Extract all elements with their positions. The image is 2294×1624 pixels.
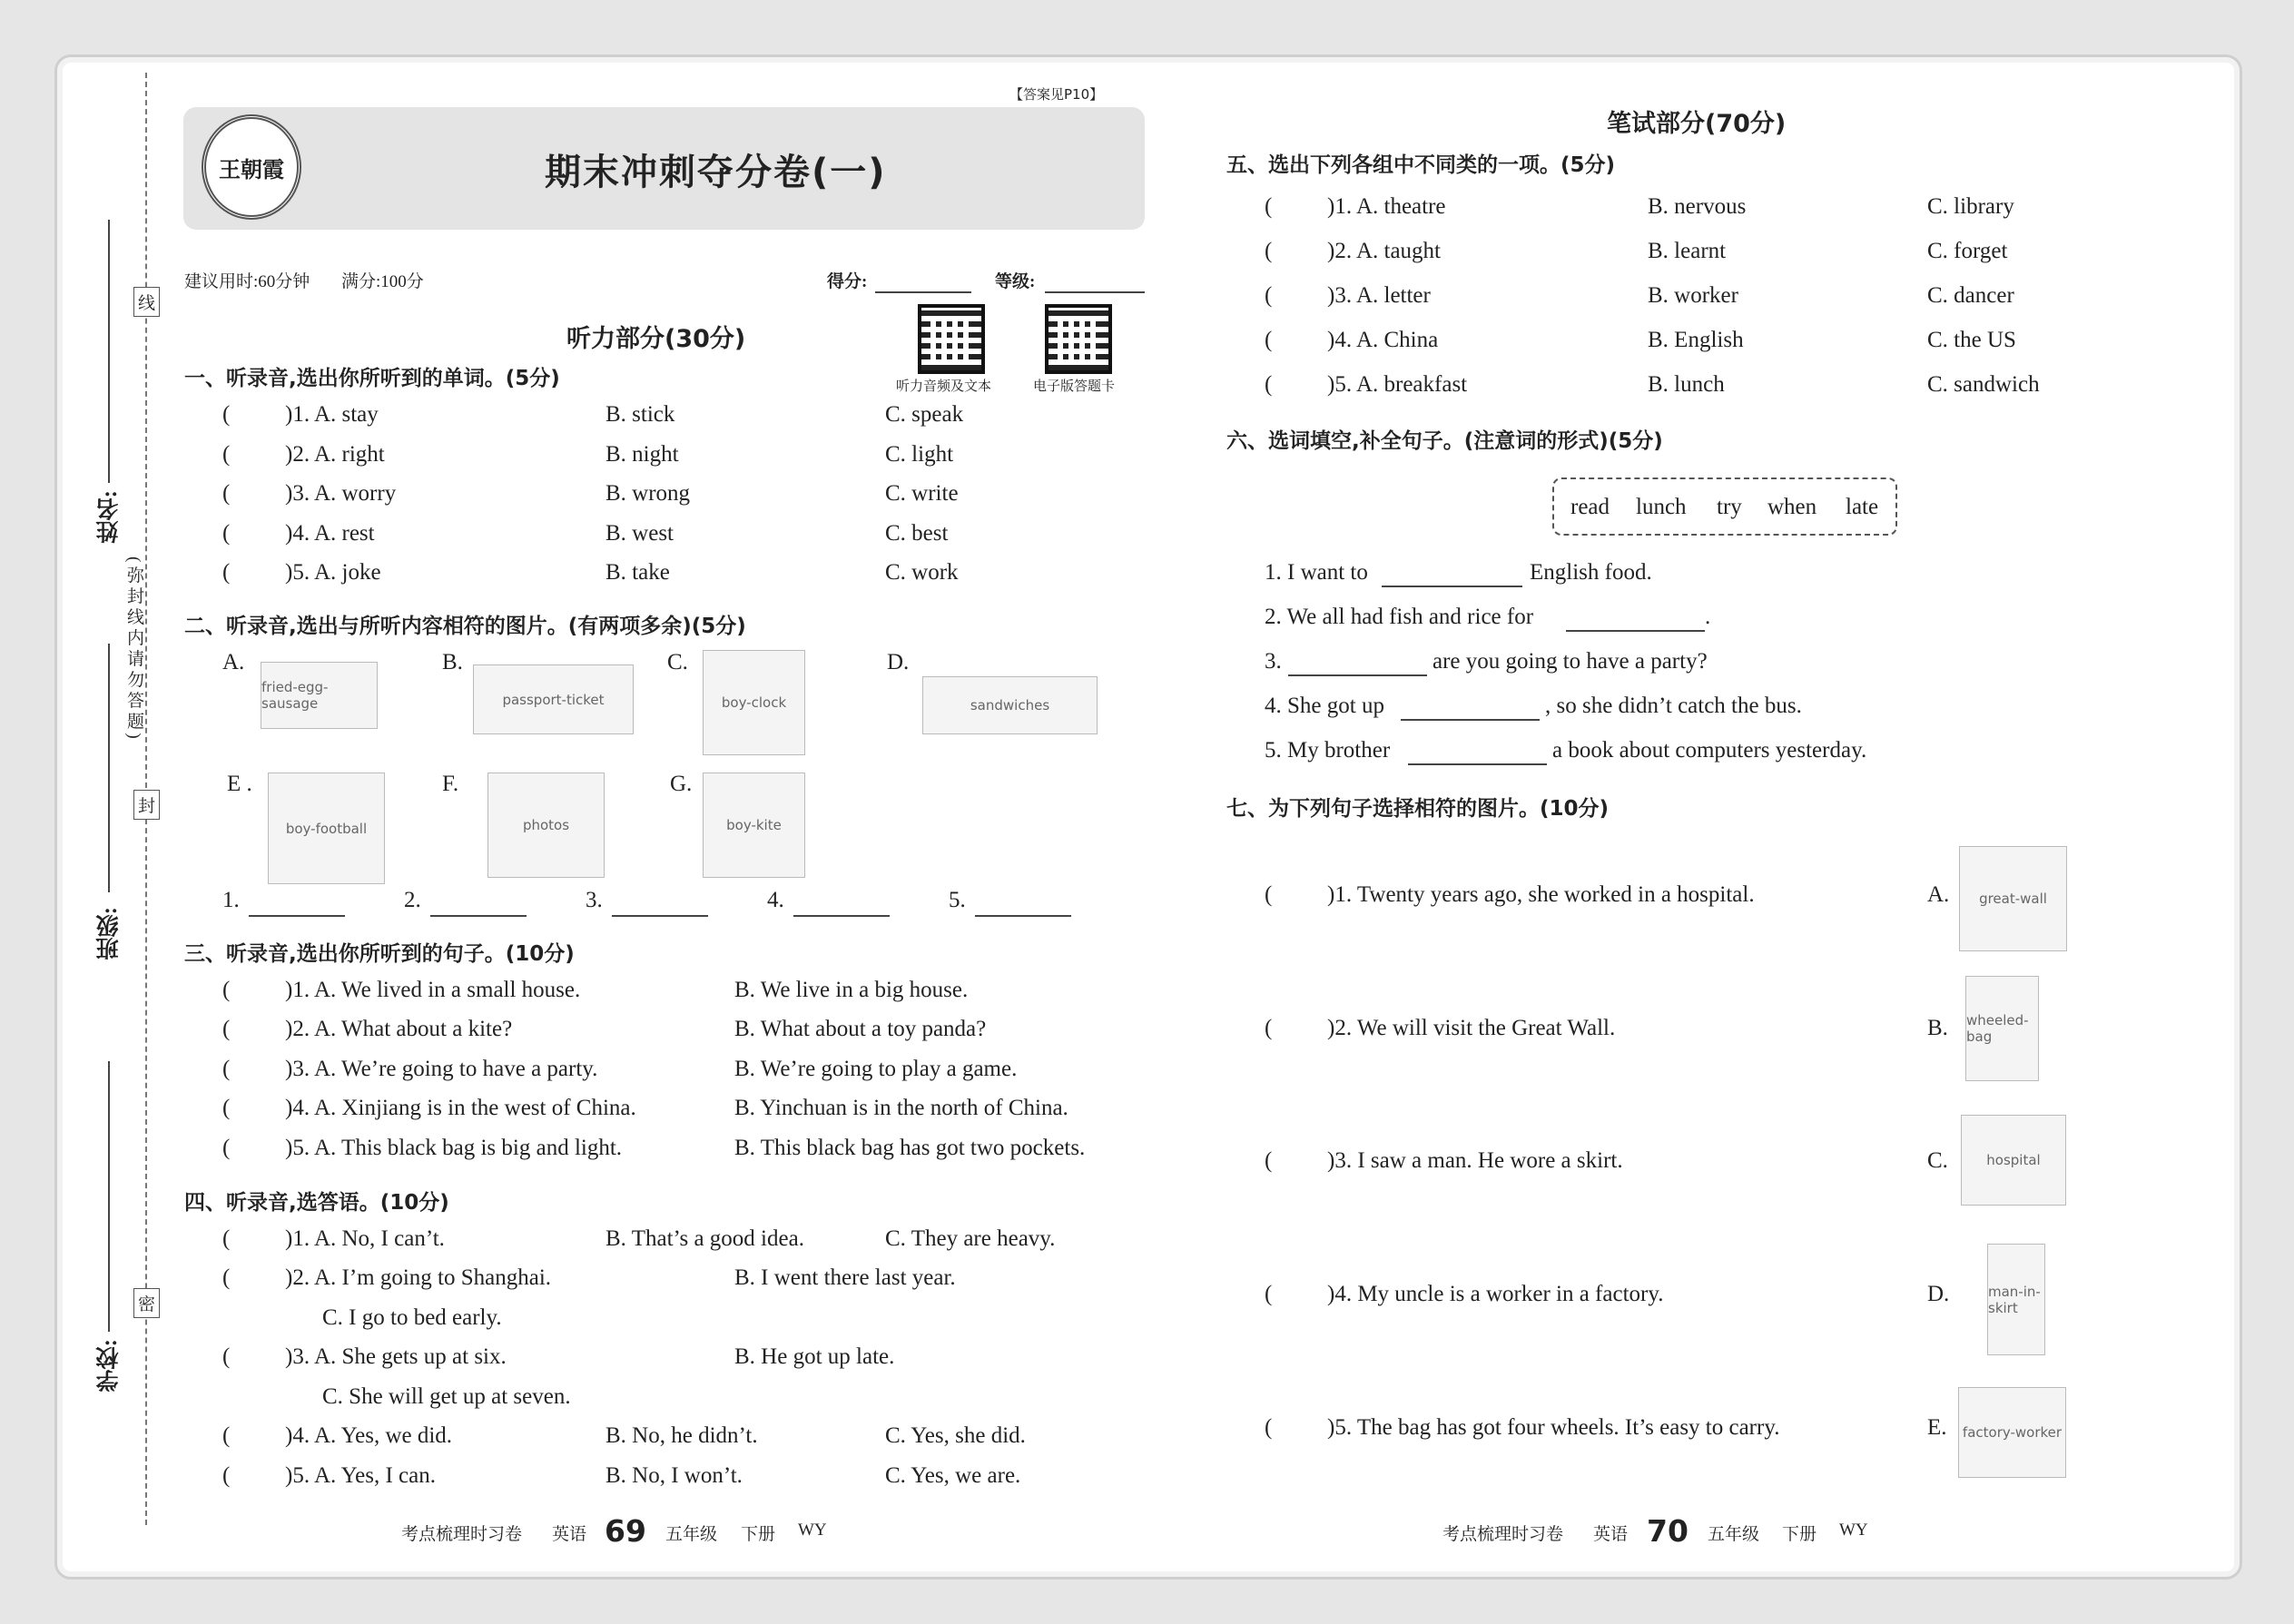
s4-1-option-a: )1. A. No, I can’t. xyxy=(285,1226,445,1251)
s4-5-option-b: B. No, I won’t. xyxy=(605,1463,743,1488)
s7-sentence: )2. We will visit the Great Wall. xyxy=(1327,1016,1616,1040)
s5-answer-paren[interactable]: ( xyxy=(1265,328,1273,352)
footer-right-subject: 英语 xyxy=(1593,1525,1629,1544)
s1-option-b: B. stick xyxy=(605,402,675,427)
s5-option-b: B. worker xyxy=(1648,283,1738,308)
s5-option-b: B. learnt xyxy=(1648,239,1727,263)
s6-sentence-end: a book about computers yesterday. xyxy=(1552,738,1867,763)
s6-answer-blank[interactable] xyxy=(1382,566,1522,587)
s7-pic-label: A. xyxy=(1927,882,1950,907)
listening-section-title: 听力部分(30分) xyxy=(566,325,746,353)
s1-answer-paren[interactable]: ( xyxy=(222,481,231,506)
s2-picture: passport-ticket xyxy=(473,664,634,734)
s7-sentence: )3. I saw a man. He wore a skirt. xyxy=(1327,1148,1623,1173)
s6-answer-blank[interactable] xyxy=(1566,611,1705,632)
s3-option-a: )2. A. What about a kite? xyxy=(285,1017,513,1041)
s1-answer-paren[interactable]: ( xyxy=(222,560,231,585)
s5-option-c: C. the US xyxy=(1927,328,2016,352)
s2-picture: boy-clock xyxy=(703,650,805,755)
footer-left-volume: 下册 xyxy=(741,1525,776,1544)
s7-answer-paren[interactable]: ( xyxy=(1265,1415,1273,1440)
s2-answer-blank[interactable] xyxy=(430,896,527,917)
s4-3-option-a: )3. A. She gets up at six. xyxy=(285,1344,507,1369)
s2-answer-blank[interactable] xyxy=(249,896,345,917)
footer-left-grade: 五年级 xyxy=(665,1525,718,1544)
s2-pic-label: C. xyxy=(667,650,688,674)
s4-answer-paren[interactable]: ( xyxy=(222,1463,231,1488)
s3-option-a: )1. A. We lived in a small house. xyxy=(285,978,581,1002)
footer-right-grade: 五年级 xyxy=(1708,1525,1760,1544)
s7-answer-paren[interactable]: ( xyxy=(1265,1148,1273,1173)
word-bank-word: read xyxy=(1570,495,1610,519)
s7-title: 七、为下列句子选择相符的图片。(10分) xyxy=(1226,797,1610,821)
s3-option-b: B. What about a toy panda? xyxy=(734,1017,987,1041)
binding-seal-char: 封 xyxy=(133,790,160,820)
s1-option-c: C. light xyxy=(885,442,954,467)
s4-5-option-a: )5. A. Yes, I can. xyxy=(285,1463,436,1488)
s4-answer-paren[interactable]: ( xyxy=(222,1265,231,1290)
s7-sentence: )4. My uncle is a worker in a factory. xyxy=(1327,1282,1664,1306)
s1-option-b: B. take xyxy=(605,560,670,585)
s6-title: 六、选词填空,补全句子。(注意词的形式)(5分) xyxy=(1226,429,1663,453)
s2-pic-label: D. xyxy=(887,650,910,674)
s2-pic-label: B. xyxy=(442,650,463,674)
binding-line-char: 线 xyxy=(133,287,160,317)
s6-answer-blank[interactable] xyxy=(1408,744,1547,765)
s4-2-option-b: B. I went there last year. xyxy=(734,1265,956,1290)
s5-option-b: B. lunch xyxy=(1648,372,1725,397)
s1-option-c: C. best xyxy=(885,521,949,546)
s5-answer-paren[interactable]: ( xyxy=(1265,194,1273,219)
s5-option-b: B. nervous xyxy=(1648,194,1747,219)
s5-option-c: C. dancer xyxy=(1927,283,2014,308)
qr-answer-card[interactable] xyxy=(1045,304,1112,374)
s3-answer-paren[interactable]: ( xyxy=(222,1057,231,1081)
s4-2-option-a: )2. A. I’m going to Shanghai. xyxy=(285,1265,552,1290)
s3-answer-paren[interactable]: ( xyxy=(222,978,231,1002)
word-bank-word: late xyxy=(1846,495,1879,519)
s4-5-option-c: C. Yes, we are. xyxy=(885,1463,1021,1488)
s2-answer-blank[interactable] xyxy=(975,896,1071,917)
s6-sentence-end: are you going to have a party? xyxy=(1433,649,1708,674)
qr-card-caption: 电子版答题卡 xyxy=(1033,379,1116,394)
school-field[interactable] xyxy=(108,1061,110,1332)
binding-secret-char: 密 xyxy=(133,1288,160,1318)
s4-1-option-b: B. That’s a good idea. xyxy=(605,1226,804,1251)
footer-right-page-number: 70 xyxy=(1647,1513,1689,1549)
s7-sentence: )5. The bag has got four wheels. It’s easy to carry. xyxy=(1327,1415,1780,1440)
s2-pic-label: E . xyxy=(227,772,252,796)
s5-option-b: B. English xyxy=(1648,328,1744,352)
word-bank-word: try xyxy=(1717,495,1742,519)
qr-audio[interactable] xyxy=(918,304,985,374)
s1-option-b: B. wrong xyxy=(605,481,691,506)
word-bank-word: lunch xyxy=(1636,495,1687,519)
s6-sentence-end: . xyxy=(1705,605,1711,629)
s2-picture: boy-football xyxy=(268,773,385,884)
s5-answer-paren[interactable]: ( xyxy=(1265,372,1273,397)
word-bank-word: when xyxy=(1767,495,1817,519)
s3-title: 三、听录音,选出你所听到的句子。(10分) xyxy=(184,942,575,966)
s3-option-a: )5. A. This black bag is big and light. xyxy=(285,1136,623,1160)
s2-pic-label: A. xyxy=(222,650,245,674)
s1-option-a: )1. A. stay xyxy=(285,402,379,427)
grade-field[interactable] xyxy=(1045,272,1145,293)
s4-4-option-a: )4. A. Yes, we did. xyxy=(285,1423,453,1448)
s1-option-a: )5. A. joke xyxy=(285,560,381,585)
s6-sentence-start: 4. She got up xyxy=(1265,694,1384,718)
s2-picture: fried-egg-sausage xyxy=(261,662,378,729)
s4-answer-paren[interactable]: ( xyxy=(222,1423,231,1448)
time-info: 建议用时:60分钟 xyxy=(184,272,310,291)
s1-option-a: )4. A. rest xyxy=(285,521,375,546)
s2-blank-number: 2. xyxy=(404,888,421,912)
footer-left-edition: WY xyxy=(798,1521,827,1540)
s4-answer-paren[interactable]: ( xyxy=(222,1226,231,1251)
s3-answer-paren[interactable]: ( xyxy=(222,1136,231,1160)
footer-left-page-number: 69 xyxy=(605,1513,646,1549)
s1-option-b: B. west xyxy=(605,521,674,546)
s7-picture: hospital xyxy=(1961,1115,2066,1206)
binding-note: (弥封线内请勿答题) xyxy=(124,556,143,743)
written-section-title: 笔试部分(70分) xyxy=(1607,110,1787,138)
s7-picture: man-in-skirt xyxy=(1987,1244,2045,1355)
s5-option-a: )3. A. letter xyxy=(1327,283,1431,308)
score-field[interactable] xyxy=(875,272,971,293)
binding-name-label: 姓名: xyxy=(97,490,122,544)
s5-answer-paren[interactable]: ( xyxy=(1265,239,1273,263)
s3-option-b: B. We’re going to play a game. xyxy=(734,1057,1018,1081)
s2-picture: sandwiches xyxy=(922,676,1098,734)
s3-answer-paren[interactable]: ( xyxy=(222,1017,231,1041)
footer-left-series: 考点梳理时习卷 xyxy=(401,1525,523,1544)
s6-answer-blank[interactable] xyxy=(1401,700,1540,721)
s2-blank-number: 1. xyxy=(222,888,240,912)
s6-sentence-end: , so she didn’t catch the bus. xyxy=(1545,694,1802,718)
s3-answer-paren[interactable]: ( xyxy=(222,1096,231,1120)
qr-audio-caption: 听力音频及文本 xyxy=(896,379,992,394)
s5-option-a: )2. A. taught xyxy=(1327,239,1441,263)
s2-pic-label: F. xyxy=(442,772,459,796)
logo-seal: 王朝霞 xyxy=(202,114,301,220)
s5-title: 五、选出下列各组中不同类的一项。(5分) xyxy=(1226,153,1616,177)
s7-pic-label: E. xyxy=(1927,1415,1947,1440)
s4-4-option-b: B. No, he didn’t. xyxy=(605,1423,758,1448)
s2-answer-blank[interactable] xyxy=(793,896,890,917)
page-title: 期末冲刺夺分卷(一) xyxy=(545,152,887,193)
name-field[interactable] xyxy=(108,220,110,483)
s3-option-a: )3. A. We’re going to have a party. xyxy=(285,1057,598,1081)
s2-picture: photos xyxy=(487,773,605,878)
s4-3-option-c: C. She will get up at seven. xyxy=(322,1384,571,1409)
s6-sentence-start: 1. I want to xyxy=(1265,560,1368,585)
s3-option-b: B. We live in a big house. xyxy=(734,978,969,1002)
footer-right-series: 考点梳理时习卷 xyxy=(1442,1525,1564,1544)
s6-sentence-start: 3. xyxy=(1265,649,1282,674)
s1-option-b: B. night xyxy=(605,442,679,467)
s4-2-option-c: C. I go to bed early. xyxy=(322,1305,502,1330)
s7-pic-label: D. xyxy=(1927,1282,1950,1306)
s3-option-a: )4. A. Xinjiang is in the west of China. xyxy=(285,1096,636,1120)
s7-picture: wheeled-bag xyxy=(1965,976,2039,1081)
binding-school-label: 学校: xyxy=(97,1339,122,1393)
s5-option-a: )5. A. breakfast xyxy=(1327,372,1468,397)
grade-label: 等级: xyxy=(995,272,1036,291)
s4-title: 四、听录音,选答语。(10分) xyxy=(184,1191,449,1215)
answer-reference: 【答案见P10】 xyxy=(1009,86,1104,103)
s4-answer-paren[interactable]: ( xyxy=(222,1344,231,1369)
s6-sentence-end: English food. xyxy=(1530,560,1652,585)
s5-option-c: C. sandwich xyxy=(1927,372,2040,397)
s7-answer-paren[interactable]: ( xyxy=(1265,882,1273,907)
s4-3-option-b: B. He got up late. xyxy=(734,1344,895,1369)
footer-right-volume: 下册 xyxy=(1782,1525,1817,1544)
s6-sentence-start: 2. We all had fish and rice for xyxy=(1265,605,1534,629)
s4-4-option-c: C. Yes, she did. xyxy=(885,1423,1026,1448)
binding-class-label: 班级: xyxy=(97,907,122,960)
s1-option-c: C. work xyxy=(885,560,959,585)
s1-answer-paren[interactable]: ( xyxy=(222,442,231,467)
class-field[interactable] xyxy=(108,644,110,892)
s7-sentence: )1. Twenty years ago, she worked in a hospital. xyxy=(1327,882,1755,907)
s1-option-c: C. speak xyxy=(885,402,964,427)
s2-answer-blank[interactable] xyxy=(612,896,708,917)
s1-option-c: C. write xyxy=(885,481,959,506)
s1-title: 一、听录音,选出你所听到的单词。(5分) xyxy=(184,367,560,390)
s3-option-b: B. Yinchuan is in the north of China. xyxy=(734,1096,1068,1120)
footer-left-subject: 英语 xyxy=(552,1525,587,1544)
s7-picture: great-wall xyxy=(1959,846,2067,951)
s5-option-c: C. forget xyxy=(1927,239,2008,263)
s5-option-a: )1. A. theatre xyxy=(1327,194,1446,219)
full-score-info: 满分:100分 xyxy=(341,272,424,291)
s1-answer-paren[interactable]: ( xyxy=(222,521,231,546)
s6-sentence-start: 5. My brother xyxy=(1265,738,1391,763)
s7-answer-paren[interactable]: ( xyxy=(1265,1016,1273,1040)
s1-answer-paren[interactable]: ( xyxy=(222,402,231,427)
s5-option-c: C. library xyxy=(1927,194,2014,219)
s6-answer-blank[interactable] xyxy=(1288,655,1427,676)
s7-answer-paren[interactable]: ( xyxy=(1265,1282,1273,1306)
s5-answer-paren[interactable]: ( xyxy=(1265,283,1273,308)
s7-picture: factory-worker xyxy=(1958,1387,2066,1478)
s2-blank-number: 3. xyxy=(586,888,603,912)
score-label: 得分: xyxy=(827,272,868,291)
s4-1-option-c: C. They are heavy. xyxy=(885,1226,1056,1251)
s2-blank-number: 4. xyxy=(767,888,784,912)
s1-option-a: )3. A. worry xyxy=(285,481,397,506)
s2-pic-label: G. xyxy=(670,772,693,796)
s2-picture: boy-kite xyxy=(703,773,805,878)
s7-pic-label: C. xyxy=(1927,1148,1948,1173)
s2-title: 二、听录音,选出与所听内容相符的图片。(有两项多余)(5分) xyxy=(184,615,746,638)
s3-option-b: B. This black bag has got two pockets. xyxy=(734,1136,1086,1160)
s5-option-a: )4. A. China xyxy=(1327,328,1439,352)
footer-right-edition: WY xyxy=(1839,1521,1868,1540)
s2-blank-number: 5. xyxy=(949,888,966,912)
s7-pic-label: B. xyxy=(1927,1016,1948,1040)
s1-option-a: )2. A. right xyxy=(285,442,385,467)
